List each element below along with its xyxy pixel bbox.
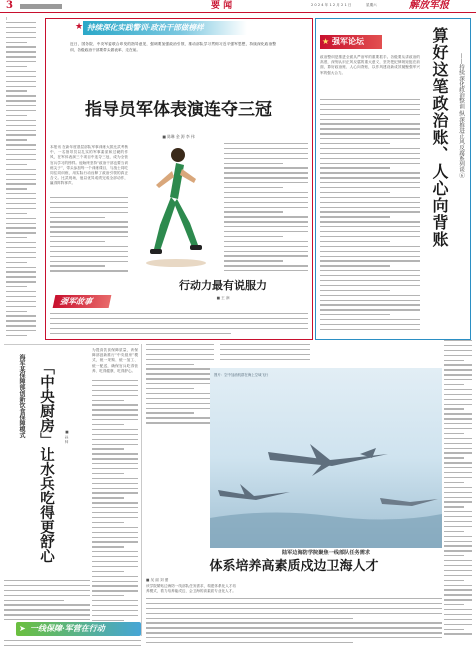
editorial-tag-text: 强军论坛 [332,36,364,46]
jet-aircraft-icons [210,368,442,548]
bottom-byline: ■ 吴 丽 刘 蕾 [146,578,169,582]
lead-headline: 指导员军体表演连夺三冠 [85,100,272,120]
lead-body-col1-more [50,197,128,277]
right-edge-text [444,340,472,640]
feature-byline: ■ 王 润 [216,296,230,300]
left-column-body: 为提高饮食保障质量，该保障部创新推行“中央厨房”模式，统一采购、统一加工、统一配送，确保官兵吃得营养、吃得健康、吃得舒心。 [92,348,138,373]
feature-tag [53,295,112,308]
top-banner-title: 持续深化实践警训·政治干部做榜样 [87,23,204,32]
left-column-text [92,380,138,630]
feature-body [50,313,308,337]
banner-arrow-icon: ➤ [19,624,26,633]
left-column-text-2 [4,580,90,622]
lead-byline: ■ 陈琳 金 源 李 伟 [162,134,195,139]
bottom-headline: 体系培养高素质戍边卫海人才 [209,559,379,574]
editorial-headline: 算好这笔政治账、人心向背账 [430,27,449,248]
runner-illustration [136,141,216,273]
editorial-subheadline: ——持续深化政治整训 纵深推进正风反腐系列谈⑥ [458,53,464,178]
bottom-banner-title: 一线保障·军营在行动 [30,623,105,633]
left-column-byline: ■ 孙 帅 [65,430,69,444]
left-column-kicker: 海军某保障部创新饮食保障模式 [18,354,25,438]
photo-caption: 陆军边海防学院聚焦一线部队任务需求 [281,550,371,556]
day-text: 星期六 [366,3,377,7]
feature-tag-text: 强军故事 [59,296,94,306]
newspaper-logo: 解放军报 [409,0,449,11]
left-column-headline: 「中央厨房」让水兵吃得更舒心 [38,360,55,563]
editorial-box [315,18,471,340]
page-number: 3 [6,0,13,11]
lead-body-col1: 本报讯 在新年度基层部队军事训练大抓比武考核中，一名指导员以扎实的军事素质和过硬的作风，在军体表演三个项目中连夺三冠，成为全营官兵学习的榜样。他始终坚持“政治干部也要当训练尖子”，带头参加每一个训练课目，与战士同吃同住同训练，用实际行动诠释了政治引领的真正含义。比武现场，他以优异成绩完成全部动作，赢得阵阵掌声。 [50,145,128,186]
jets-photo [210,368,442,548]
mid-text-col2 [220,344,310,364]
feature-headline: 行动力最有说服力 [179,279,267,292]
date-line: 2 0 2 4 年 1 2 月 2 1 日 [311,3,352,7]
top-banner [75,21,247,35]
column-tag [20,4,62,9]
bottom-left-text [4,640,141,654]
editorial-body-more [320,99,420,335]
lead-story-box [45,18,313,340]
bottom-text [146,598,442,648]
left-top-text-column [6,22,36,340]
section-name: 要 闻 [211,1,233,11]
lead-body-col3 [224,143,308,277]
bottom-body: 该学院紧贴边海防一线部队任务需求，构建体系化人才培养模式，着力培养能戍边、会卫海的高素质专业化人才。 [146,584,236,594]
mid-text-col1 [146,344,214,428]
editorial-star-icon: ★ [322,37,330,46]
editorial-body: 政治整训是推进全面从严治军的重要抓手。各级要从讲政治的高度，深刻认识正风反腐的重大意义，坚决把纪律规矩挺在前面，算好政治账、人心向背账，以作风建设新成效凝聚强军兴军的强大合力。 [320,55,420,75]
photo-label: 图片：空中加油机群在海上空域飞行 [214,373,269,377]
lead-intro: 近日，国务院、中央军委联合印发的指导意见，强调要加强政治引领，推动部队学习贯彻习近平强军思想，持续深化政治整训，各级政治干部要带头做表率、走在前。 [70,42,276,52]
editorial-tag [320,35,382,49]
header-bar [0,0,476,13]
banner-star-icon: ★ [75,22,84,32]
bottom-banner [16,622,141,636]
